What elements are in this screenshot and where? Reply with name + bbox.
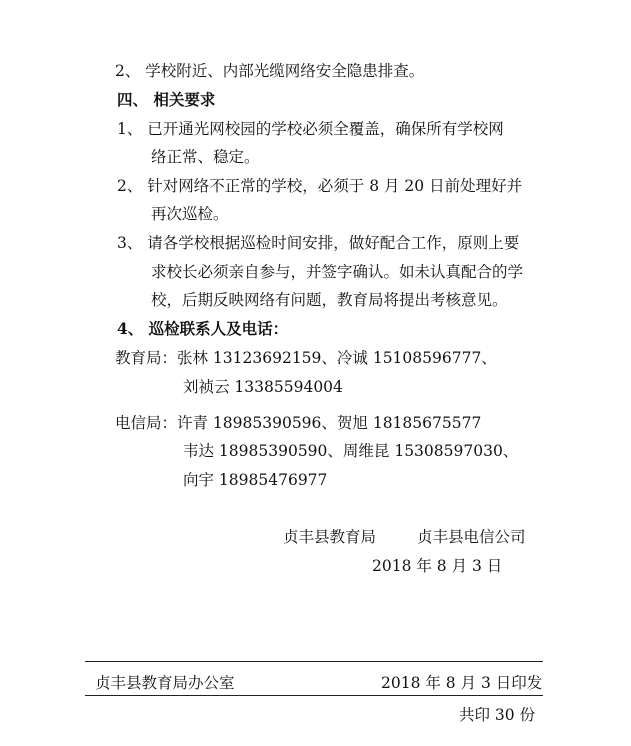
edu-contact-line-2: 刘祯云 13385594004 xyxy=(183,378,343,396)
signature-org-telecom: 贞丰县电信公司 xyxy=(417,528,526,546)
telecom-contact-line-1: 电信局：许青 18985390596、贺旭 18185675577 xyxy=(115,414,482,432)
requirement-2-line-1: 2、 针对网络不正常的学校，必须于 8 月 20 日前处理好并 xyxy=(117,177,523,195)
requirement-1-line-1: 1、 已开通光网校园的学校必须全覆盖，确保所有学校网 xyxy=(117,120,504,138)
requirement-3-line-3: 校，后期反映网络有问题，教育局将提出考核意见。 xyxy=(151,291,508,309)
requirement-1-line-2: 络正常、稳定。 xyxy=(151,148,260,166)
requirement-2-line-2: 再次巡检。 xyxy=(151,205,229,223)
requirement-3-line-1: 3、 请各学校根据巡检时间安排，做好配合工作，原则上要 xyxy=(117,234,520,252)
signature-date: 2018 年 8 月 3 日 xyxy=(372,557,503,575)
section-4-heading: 四、 相关要求 xyxy=(117,90,216,109)
telecom-contact-line-3: 向宇 18985476977 xyxy=(183,471,328,489)
footer-copies: 共印 30 份 xyxy=(459,706,536,724)
footer-print-date: 2018 年 8 月 3 日印发 xyxy=(381,674,543,692)
telecom-contact-line-2: 韦达 18985390590、周维昆 15308597030、 xyxy=(183,442,519,460)
signature-org-education: 贞丰县教育局 xyxy=(283,528,377,546)
requirement-3-line-2: 求校长必须亲自参与，并签字确认。如未认真配合的学 xyxy=(151,263,524,281)
footer-top-rule xyxy=(85,661,543,662)
contact-heading: 4、 巡检联系人及电话： xyxy=(117,319,289,338)
footer-bottom-rule xyxy=(85,695,543,696)
edu-contact-line-1: 教育局：张林 13123692159、冷诚 15108596777、 xyxy=(115,349,497,367)
footer-office: 贞丰县教育局办公室 xyxy=(95,674,235,692)
item-2-line: 2、 学校附近、内部光缆网络安全隐患排查。 xyxy=(115,62,425,80)
